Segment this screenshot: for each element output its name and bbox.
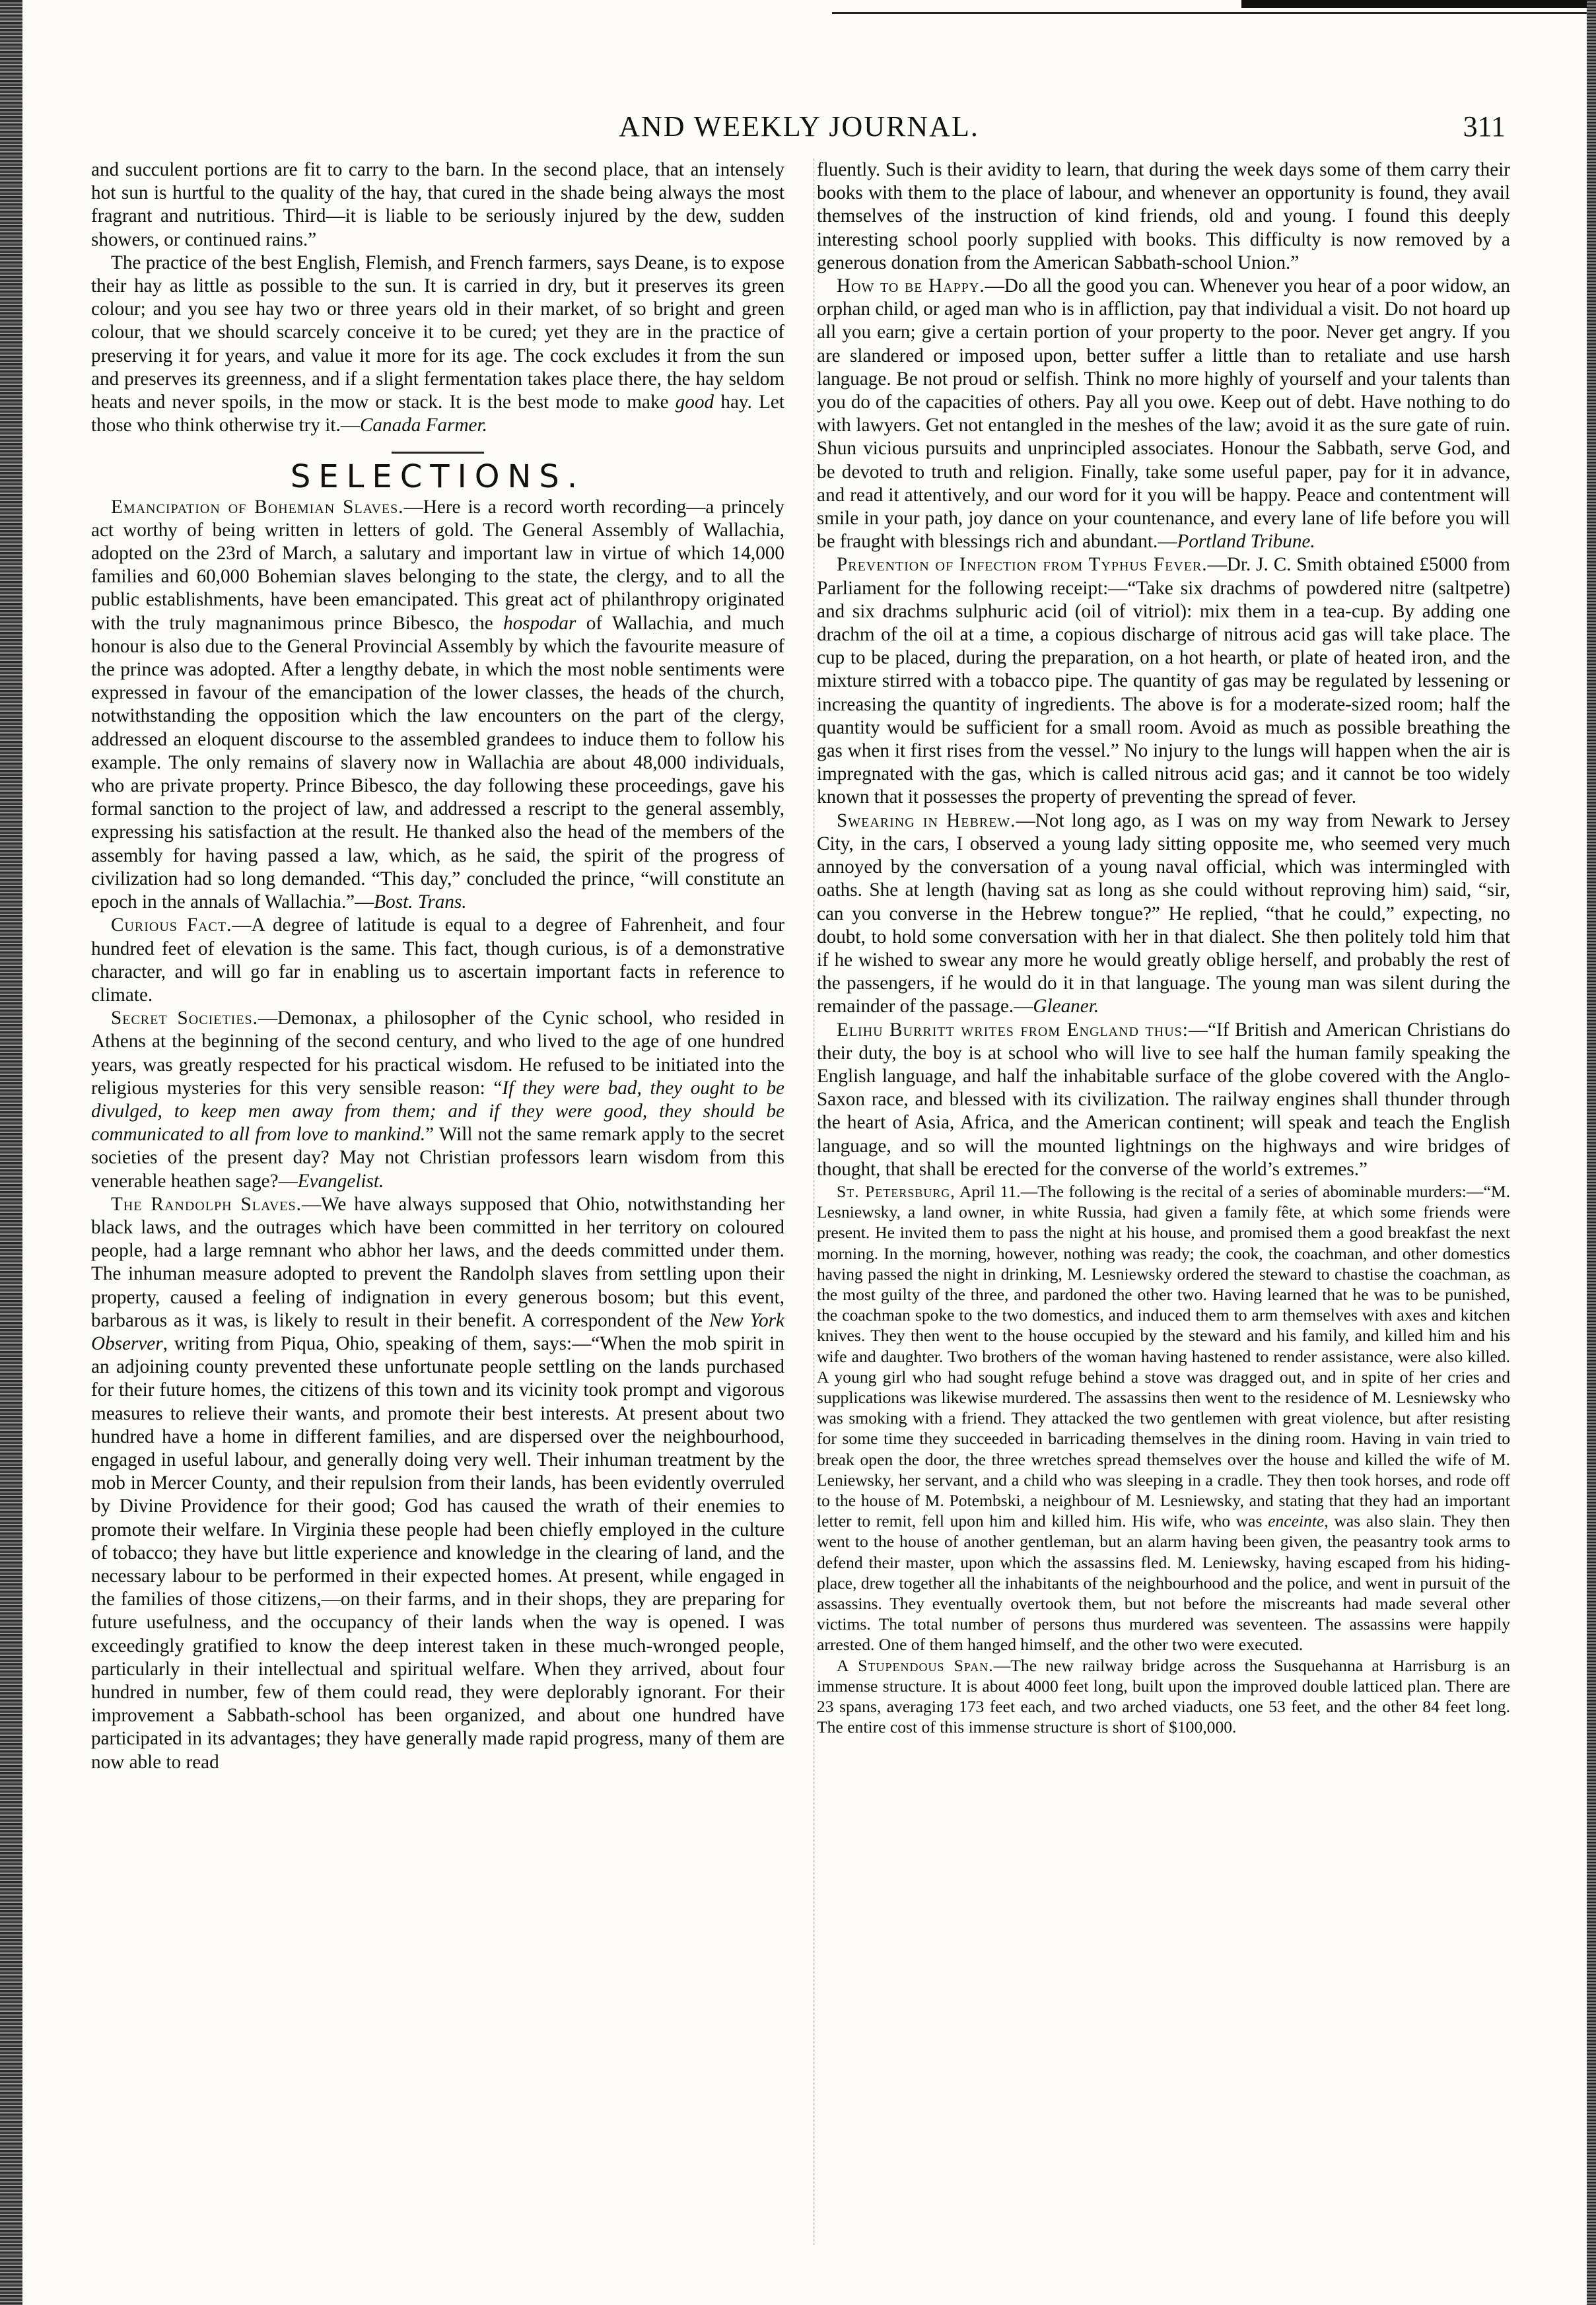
article-body: —“If British and American Christians do their duty, the boy is at school who will live to see half the human family speaking the English language, and half the inhabitable surface of the globe covered with the Anglo-Saxon race, and blessed with its civilization. The railway engines shall thunder through the heart of Asia, Africa, and the American continent; will speak and teach the English language, and so will the mounted lightnings on the highways and wire bridges of thought, that shall be erected for the converse of the world’s extremes.”	[817, 1019, 1510, 1180]
article-title: Secret Societies.	[111, 1008, 258, 1029]
page-number: 311	[1463, 110, 1506, 143]
article-body: —Here is a record worth recording—a princely act worthy of being written in letters of gold. The General Assembly of Wallachia, adopted on the 23rd of March, a salutary and important law in virtue of which 14,000 families and 60,000 Bohemian slaves belonging to the state, the clergy, and to all the public establishments, have been emancipated. This great act of philanthropy originated with the truly magnanimous prince Bibesco, the	[91, 496, 784, 634]
article-body: —Demonax, a philosopher of the Cynic school, who resided in Athens at the beginning of the second century, and who lived to the age of one hundred years, was greatly respected for his practical wisdom. He refused to be initiated into the religious mysteries for this very sensible reason: “	[91, 1008, 784, 1099]
article-body: of Wallachia, and much honour is also due to the General Provincial Assembly by which the favourite measure of the prince was adopted. After a lengthy debate, in which the most noble sentiments were expressed in favour of the emancipation of the lower classes, the heads of the church, notwithstanding the opposition which the law encounters on the part of the clergy, addressed an eloquent discourse to the assembled grandees to induce them to follow his example. The only remains of slavery now in Wallachia are about 48,000 individuals, who are private property. Prince Bibesco, the day following these proceedings, gave his formal sanction to the project of law, and addressed a rescript to the general assembly, expressing his satisfaction at the result. He thanked also the head of the members of the assembly for having passed a law, which, as he said, the spirit of the progress of civilization had so long demanded. “This day,” concluded the prince, “will constitute an epoch in the annals of Wallachia.”—	[91, 612, 784, 913]
article-how-to-be-happy	[817, 275, 1510, 553]
article-title: The Randolph Slaves.	[111, 1193, 302, 1215]
article-title: How to be Happy.	[837, 275, 985, 297]
article-title: Elihu Burritt writes from England thus:	[837, 1019, 1189, 1041]
article-body: —A degree of latitude is equal to a degree of Fahrenheit, and four hundred feet of elevation is the same. This fact, though curious, is of a demonstrative character, and will go far in enabling us to ascertain important facts in reference to climate.	[91, 914, 784, 1006]
article-title: Emancipation of Bohemian Slaves.	[111, 496, 404, 518]
article-emancipation	[91, 496, 784, 914]
article-title: Swearing in Hebrew.	[837, 809, 1016, 831]
section-divider	[392, 452, 484, 454]
article-quote: If they were bad, they ought to be divulged, to keep men away from them; and if they were good, they should be communicated to all from love to mankind.	[91, 1077, 784, 1146]
article-body: April 11.—The following is the recital of a series of abominable murders:—“M. Lesniewsky, a land owner, in white Russia, had given a family fête, at which some friends were present. He invited them to pass the night at his house, and promised them a good breakfast the next morning. In the morning, however, nothing was ready; the cook, the coachman, and other domestics having passed the night in drinking, M. Lesniewsky ordered the steward to chastise the coachman, as the most guilty of the three, and pardoned the other two. Having learned that he was to be punished, the coachman spoke to the two domestics, and induced them to arm themselves with axes and kitchen knives. They then went to the house occupied by the steward and his family, and killed him and his wife and daughter. Two brothers of the woman having hastened to render assistance, were also killed. A young girl who had sought refuge behind a stove was dragged out, and in spite of her cries and supplications was likewise murdered. The assassins then went to the residence of M. Lesniewsky who was smoking with a friend. They attacked the two gentlemen with great violence, but after resisting for some time they succeeded in barricading themselves in the dining room. Having in vain tried to break open the door, the three wretches spread themselves over the house and killed the wife of M. Leniewsky, her servant, and a child who was sleeping in a cradle. They then took horses, and rode off to the house of M. Potembski, a neighbour of M. Lesniewsky, and stating that they had an important letter to remit, fell upon him and killed him. His wife, who was	[817, 1181, 1510, 1531]
article-source: Evangelist.	[297, 1170, 384, 1192]
running-title: AND WEEKLY JOURNAL.	[619, 110, 979, 143]
article-body: ” Will not the same remark apply to the secret societies of the present day? May not Christian professors learn wisdom from this venerable heathen sage?—	[91, 1124, 784, 1192]
farming-source: Canada Farmer.	[359, 415, 487, 436]
farming-continuation: and succulent portions are fit to carry to the barn. In the second place, that an intensely hot sun is hurtful to the quality of the hay, that cured in the shade being always the most fragrant and nutritious. Third—it is liable to be seriously injured by the dew, sudden showers, or continued rains.”	[91, 159, 784, 250]
article-st-petersburg	[817, 1181, 1510, 1655]
article-swearing-hebrew	[817, 809, 1510, 1019]
article-secret-societies	[91, 1007, 784, 1193]
article-body: —Not long ago, as I was on my way from Newark to Jersey City, in the cars, I observed a young lady sitting opposite me, who seemed very much annoyed by the conversation of a young naval official, which was intermingled with oaths. She at length (having sat as long as she could without reproving him) said, “sir, can you converse in the Hebrew tongue?” He replied, “that he could,” expecting, no doubt, to hold some conversation with her in that dialect. She then politely told him that if he wished to swear any more he would greatly oblige herself, and probably the rest of the passengers, if he would do it in that language. The young man was silent during the remainder of the passage.—	[817, 809, 1510, 1017]
farming-emphasis: good	[675, 392, 714, 413]
article-stupendous-span	[817, 1655, 1510, 1738]
page-right-edge	[1587, 0, 1596, 2305]
article-source: Gleaner.	[1033, 996, 1099, 1017]
right-column	[814, 158, 1510, 2245]
article-italic: hospodar	[503, 612, 576, 634]
article-source: Portland Tribune.	[1177, 531, 1315, 553]
article-randolph-slaves	[91, 1193, 784, 1774]
page-binding-edge	[0, 0, 22, 2305]
article-body: —Do all the good you can. Whenever you hear of a poor widow, an orphan child, or aged man who is in affliction, pay that individual a visit. Do not hoard up all you earn; give a certain portion of your property to the poor. Never get angry. If you are slandered or imposed upon, better suffer a little than to retaliate and use harsh language. Be not proud or selfish. Think no more highly of yourself and your talents than you do of the capacities of others. Pay all you owe. Keep out of debt. Have nothing to do with lawyers. Get not entangled in the meshes of the law; avoid it as the sure gate of ruin. Shun vicious pursuits and unprincipled associates. Honour the Sabbath, serve God, and be devoted to truth and religion. Finally, take some useful paper, pay for it in advance, and read it attentively, and our word for it you will be happy. Peace and contentment will smile in your path, joy dance on your countenance, and every lane of life before you will be fraught with blessings rich and abundant.—	[817, 275, 1510, 553]
article-title: St. Petersburg,	[837, 1181, 955, 1201]
farming-text-tail: hay. Let those who think otherwise try it.—	[91, 392, 784, 436]
article-source: Bost. Trans.	[374, 891, 467, 913]
top-rule-thin	[832, 12, 1587, 14]
article-curious-fact	[91, 914, 784, 1007]
article-body: —The new railway bridge across the Susquehanna at Harrisburg is an immense structure. It is about 4000 feet long, built upon the improved double latticed plan. There are 23 spans, averaging 173 feet each, and two arched viaducts, one 53 feet, and the other 84 feet long. The entire cost of this immense structure is short of $100,000.	[817, 1655, 1510, 1737]
left-column	[91, 158, 784, 2245]
randolph-continuation: fluently. Such is their avidity to learn, that during the week days some of them carry their books with them to the place of labour, and whenever an opportunity is found, they avail themselves of the instruction of kind friends, old and young. I found this deeply interesting school poorly supplied with books. This difficulty is now removed by a generous donation from the American Sabbath-school Union.”	[817, 159, 1510, 273]
article-title: Curious Fact.	[111, 914, 232, 936]
article-body: —We have always supposed that Ohio, notwithstanding her black laws, and the outrages which have been committed in her territory on coloured people, had a large remnant who abhor her laws, and the deeds committed under them. The inhuman measure adopted to prevent the Randolph slaves from settling upon their property, caused a feeling of indignation in every generous bosom; but this event, barbarous as it was, is likely to result in their benefit. A correspondent of the	[91, 1193, 784, 1331]
farming-paragraph	[91, 252, 784, 438]
article-burritt	[817, 1019, 1510, 1181]
article-italic: New York Observer	[91, 1309, 784, 1354]
article-title: A Stupendous Span.	[837, 1655, 994, 1675]
article-italic: enceinte	[1268, 1511, 1325, 1531]
top-rule	[1241, 0, 1587, 8]
running-head	[92, 110, 1506, 149]
selections-heading: SELECTIONS.	[290, 458, 586, 496]
article-body: —Dr. J. C. Smith obtained £5000 from Parliament for the following receipt:—“Take six drachms of powdered nitre (saltpetre) and six drachms sulphuric acid (oil of vitriol): mix them in a tea-cup. By adding one drachm of the oil at a time, a copious discharge of nitrous acid gas will take place. The cup to be placed, during the preparation, on a hot hearth, or plate of heated iron, and the mixture stirred with a tobacco pipe. The quantity of gas may be regulated by lessening or increasing the quantity of ingredients. The above is for a moderate-sized room; half the quantity would be sufficient for a small room. Avoid as much as possible breathing the gas when it first rises from the vessel.” No injury to the lungs will happen when the air is impregnated with the gas, which is called nitrous acid gas; and it cannot be too widely known that it possesses the property of preventing the spread of fever.	[817, 554, 1510, 808]
article-body: , was also slain. They then went to the house of another gentleman, but an alarm having been given, the peasantry took arms to defend their master, upon which the assassins fled. M. Leniewsky, having escaped from his hiding-place, drew together all the inhabitants of the neighbourhood and the police, and went in pursuit of the assassins. They eventually overtook them, but not before the miscreants had made several other victims. The total number of persons thus murdered was seventeen. The assassins were happily arrested. One of them hanged himself, and the other two were executed.	[817, 1511, 1510, 1655]
article-title: Prevention of Infection from Typhus Fever.	[837, 554, 1208, 576]
article-body: , writing from Piqua, Ohio, speaking of them, says:—“When the mob spirit in an adjoining county prevented these unfortunate people settling on the lands purchased for their future homes, the citizens of this town and its vicinity took prompt and vigorous measures to relieve their wants, and promote their best interests. At present about two hundred have a home in different families, and are dispersed over the neighbourhood, engaged in useful labour, and generally doing very well. Their inhuman treatment by the mob in Mercer County, and their repulsion from their lands, has been evidently overruled by Divine Providence for their good; God has caused the wrath of their enemies to promote their welfare. In Virginia these people had been chiefly employed in the culture of tobacco; they have but little experience and knowledge in the clearing of land, and the necessary labour to be performed in their expected homes. At present, while engaged in the families of those citizens,—on their farms, and in their shops, they are preparing for future usefulness, and the occupancy of their lands when the way is opened. I was exceedingly gratified to know the deep interest taken in these much-wronged people, particularly in their intellectual and spiritual welfare. When they arrived, about four hundred in number, few of them could read, they were deplorably ignorant. For their improvement a Sabbath-school has been organized, and about one hundred have participated in its advantages; they have generally made rapid progress, many of them are now able to read	[91, 1332, 784, 1773]
farming-text: The practice of the best English, Flemish, and French farmers, says Deane, is to expose their hay as little as possible to the sun. It is carried in dry, but it preserves its green colour; and you see hay two or three years old in their market, of so bright and green colour, that we should scarcely conceive it to be cured; yet they are in the practice of preserving it for years, and value it more for its age. The cock excludes it from the sun and preserves its greenness, and if a slight fermentation takes place there, the hay seldom heats and never spoils, in the mow or stack. It is the best mode to make	[91, 252, 784, 413]
article-typhus	[817, 553, 1510, 809]
